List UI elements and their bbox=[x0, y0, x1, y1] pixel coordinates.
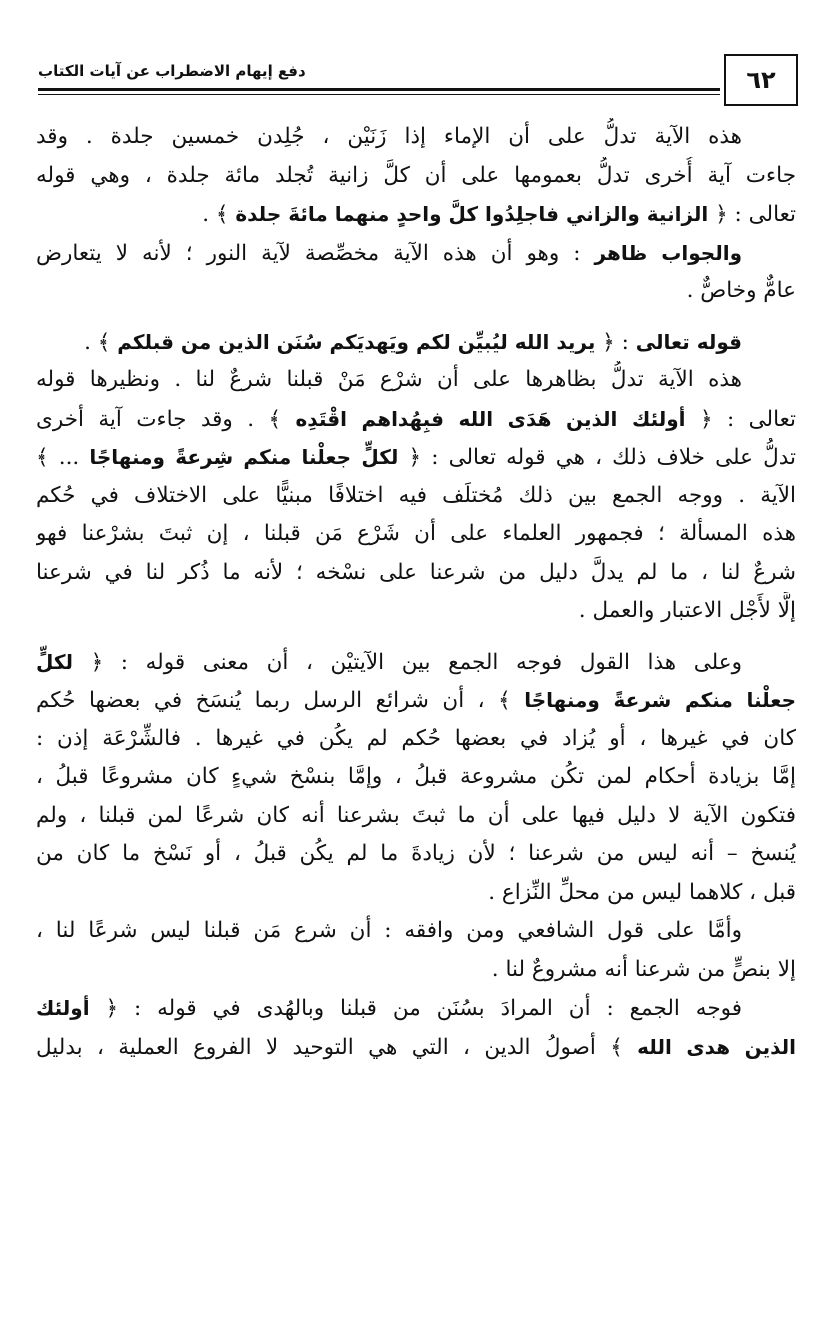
text-line bbox=[36, 592, 796, 631]
text-run: جاءت آية أُخرى تدلُّ بعمومها على أن كلَّ زانية تُجلد مائة جلدة ، وهي قوله bbox=[36, 162, 796, 188]
bold-quote-text: لكلٍّ جعلْنا منكم شِرعةً ومنهاجًا bbox=[89, 445, 399, 469]
text-run: : وهو أن هذه الآية مخصِّصة لآية النور ؛ لأنه لا يتعارض bbox=[36, 240, 595, 266]
text-line bbox=[36, 951, 796, 990]
text-line bbox=[36, 643, 796, 682]
text-run: وعلى هذا القول فوجه الجمع بين الآيتيْن ، أن معنى قوله : ﴿ bbox=[73, 649, 742, 675]
text-line bbox=[36, 681, 796, 720]
text-run: تعالى : ﴿ bbox=[685, 406, 796, 432]
text-line bbox=[36, 400, 796, 439]
text-run: تعالى : ﴿ bbox=[708, 202, 796, 227]
text-run: : ﴿ bbox=[595, 329, 636, 355]
text-line bbox=[36, 1028, 796, 1067]
text-line bbox=[36, 361, 796, 400]
text-line bbox=[36, 157, 796, 196]
text-run: ﴾ . bbox=[84, 329, 118, 355]
running-title: دفع إيهام الاضطراب عن آيات الكتاب bbox=[38, 62, 306, 80]
text-line bbox=[36, 797, 796, 836]
bold-quote-text: جعلْنا منكم شرعةً ومنهاجًا bbox=[524, 688, 796, 712]
text-run: يُنسخ – أنه ليس من شرعنا ؛ لأن زيادةَ ما لم يكُن قبلُ ، أو نَسْخ ما كان من bbox=[36, 841, 796, 866]
text-run: فتكون الآية لا دليل فيها على أن ما ثبتَ بشرعنا أنه كان شرعًا لمن قبلنا ، ولم bbox=[36, 802, 796, 828]
bold-quote-text: يريد الله ليُبيِّن لكم ويَهديَكم سُنَن الذين من قبلكم bbox=[117, 329, 596, 354]
text-run: شرعٌ لنا ، ما لم يدلَّ دليل من شرعنا على نسْخه ؛ لأنه ما ذُكر لنا في شرعنا bbox=[36, 559, 796, 585]
header-rule-thick bbox=[38, 88, 720, 91]
bold-quote-text: لكلٍّ bbox=[36, 649, 73, 674]
bold-quote-text: الزانية والزاني فاجلِدُوا كلَّ واحدٍ منهما مائةَ جلدة bbox=[235, 202, 709, 226]
header-rule-thin bbox=[38, 94, 720, 95]
text-run: ﴾ أصولُ الدين ، التي هي التوحيد لا الفروع العملية ، بدليل bbox=[36, 1034, 638, 1060]
text-run: ﴾ . وقد جاءت آية أخرى bbox=[36, 406, 296, 432]
body-text bbox=[36, 118, 796, 1066]
text-run: هذه المسألة ؛ فجمهور العلماء على أن شَرْع مَن قبلنا ، إن ثبتَ بشرْعنا فهو bbox=[36, 521, 796, 546]
text-line bbox=[36, 554, 796, 593]
text-line bbox=[36, 234, 796, 273]
text-line bbox=[36, 989, 796, 1028]
page-number: ٦٢ bbox=[724, 54, 798, 106]
bold-quote-text: أولئك bbox=[36, 996, 90, 1020]
page-header bbox=[38, 52, 798, 108]
text-run: إلَّا لأَجْل الاعتبار والعمل . bbox=[578, 598, 796, 623]
text-run: وأمَّا على قول الشافعي ومن وافقه : أن شرع مَن قبلنا ليس شرعًا لنا ، bbox=[36, 918, 742, 943]
paragraph-gap bbox=[36, 311, 796, 323]
text-run: ﴾ . bbox=[202, 202, 236, 227]
bold-quote-text: قوله تعالى bbox=[635, 329, 742, 354]
text-line bbox=[36, 515, 796, 554]
text-run: هذه الآية تدلُّ بظاهرها على أن شرْع مَنْ قبلنا شرعٌ لنا . ونظيرها قوله bbox=[36, 367, 742, 392]
text-line bbox=[36, 912, 796, 951]
text-line bbox=[36, 438, 796, 477]
text-line bbox=[36, 195, 796, 234]
text-run: كان في غيرها ، أو يُزاد في بعضها حُكم لم يكُن في غيرها . فالشِّرْعَة إذن : bbox=[36, 725, 796, 751]
text-run: إلا بنصٍّ من شرعنا أنه مشروعٌ لنا . bbox=[491, 956, 796, 982]
text-line bbox=[36, 835, 796, 874]
text-line bbox=[36, 477, 796, 516]
text-run: تدلُّ على خلاف ذلك ، هي قوله تعالى : ﴿ bbox=[398, 445, 796, 470]
bold-quote-text: الذين هدى الله bbox=[637, 1034, 796, 1059]
text-line bbox=[36, 272, 796, 311]
bold-quote-text: والجواب ظاهر bbox=[594, 240, 742, 265]
text-line bbox=[36, 720, 796, 759]
bold-quote-text: أولئك الذين هَدَى الله فبِهُداهم اقْتَدِه bbox=[295, 406, 686, 431]
text-run: فوجه الجمع : أن المرادَ بسُنَن من قبلنا وبالهُدى في قوله : ﴿ bbox=[89, 996, 742, 1021]
text-line bbox=[36, 118, 796, 157]
text-run: ﴾ ، أن شرائع الرسل ربما يُنسَخ في بعضها حُكم bbox=[36, 688, 525, 713]
paragraph-gap bbox=[36, 631, 796, 643]
text-run: هذه الآية تدلُّ على أن الإماء إذا زَنَيْن ، جُلِدن خمسين جلدة . وقد bbox=[36, 124, 742, 149]
text-run: الآية . ووجه الجمع بين ذلك مُختلَف فيه اختلافًا مبنيًّا على الاختلاف في حُكم bbox=[36, 482, 796, 508]
text-line bbox=[36, 323, 796, 362]
text-line bbox=[36, 758, 796, 797]
text-run: إمَّا بزيادة أحكام لمن تكُن مشروعة قبلُ ، وإمَّا بنسْخ شيءٍ كان مشروعًا قبلُ ، bbox=[36, 764, 796, 789]
text-run: ... ﴾ bbox=[36, 445, 90, 470]
text-run: قبل ، كلاهما ليس من محلِّ النِّزاع . bbox=[488, 879, 796, 905]
text-run: عامٌّ وخاصٌّ . bbox=[686, 278, 796, 303]
text-line bbox=[36, 874, 796, 913]
